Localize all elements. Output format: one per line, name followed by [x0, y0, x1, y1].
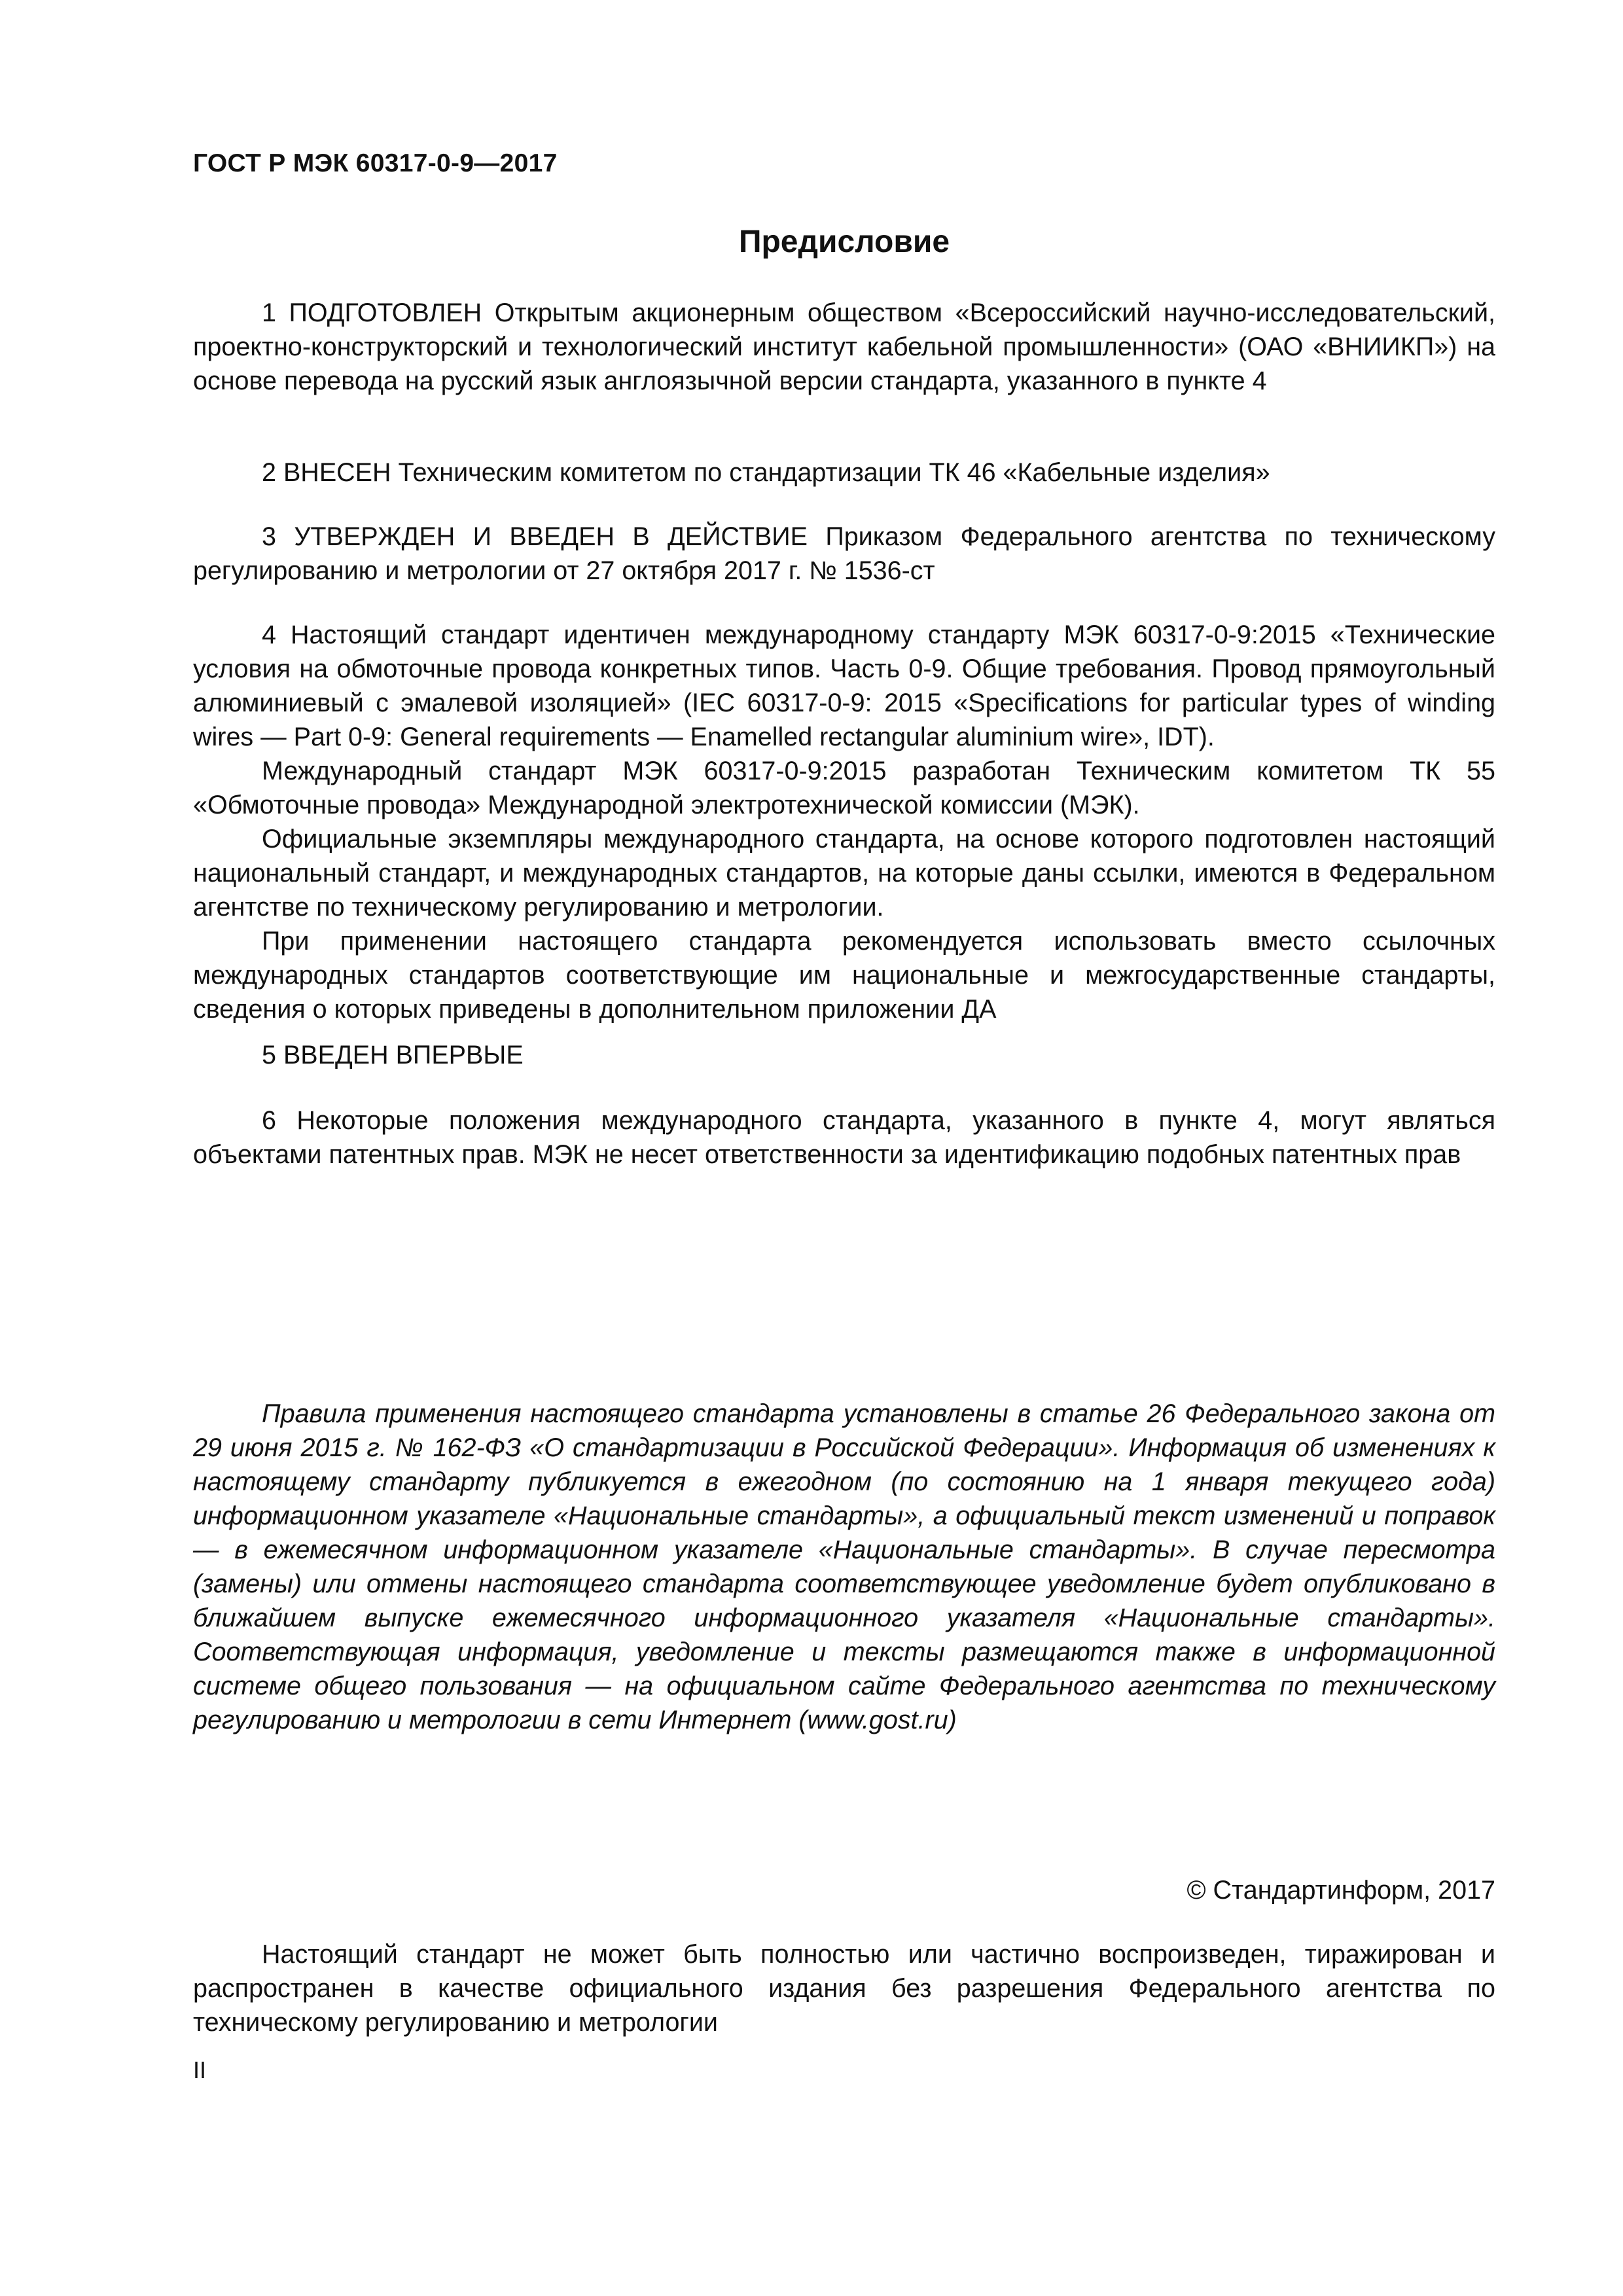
foreword-item-paragraph: Официальные экземпляры международного стандарта, на основе которого подготовлен настоящий национальный стандарт, и международных стандартов, на которые даны ссылки, имеются в Федеральном агентстве по техническому регулированию и метрологии. — [193, 825, 1495, 922]
foreword-item-2 — [193, 456, 1495, 490]
foreword-item-text: 1 ПОДГОТОВЛЕН Открытым акционерным обществом «Всероссийский научно-исследовательский, проектно-конструкторский и технологический институт кабельной промышленности» (ОАО «ВНИИКП») на основе перевода на русский язык англоязычной версии стандарта, указанного в пункте 4 — [193, 298, 1495, 395]
foreword-item-4 — [193, 618, 1495, 1026]
application-rules-notice — [193, 1397, 1495, 1737]
foreword-item-text: 3 УТВЕРЖДЕН И ВВЕДЕН В ДЕЙСТВИЕ Приказом Федерального агентства по техническому регулированию и метрологии от 27 октября 2017 г. № 1536-ст — [193, 522, 1495, 585]
copyright-line: © Стандартинформ, 2017 — [1186, 1876, 1495, 1905]
notice-text: Правила применения настоящего стандарта установлены в статье 26 Федерального закона от 29 июня 2015 г. № 162-ФЗ «О стандартизации в Российской Федерации». Информация об изменениях к настоящему стандарту публикуется в ежегодном (по состоянию на 1 января текущего года) информационном указателе «Национальные стандарты», а официальный текст изменений и поправок — в ежемесячном информационном указателе «Национальные стандарты». В случае пересмотра (замены) или отмены настоящего стандарта соответствующее уведомление будет опубликовано в ближайшем выпуске ежемесячного информационного указателя «Национальные стандарты». Соответствующая информация, уведомление и тексты размещаются также в информационной системе общего пользования — на официальном сайте Федерального агентства по техническому регулированию и метрологии в сети Интернет (www.gost.ru) — [193, 1399, 1495, 1734]
reproduction-text: Настоящий стандарт не может быть полностью или частично воспроизведен, тиражирован и распространен в качестве официального издания без разрешения Федерального агентства по техническому регулированию и метрологии — [193, 1940, 1495, 2037]
reproduction-notice — [193, 1937, 1495, 2039]
document-code: ГОСТ Р МЭК 60317-0-9—2017 — [193, 149, 558, 177]
foreword-item-text: 2 ВНЕСЕН Техническим комитетом по стандартизации ТК 46 «Кабельные изделия» — [262, 458, 1270, 487]
foreword-item-5 — [193, 1038, 1495, 1072]
page-title: Предисловие — [738, 224, 950, 259]
foreword-item-text: 6 Некоторые положения международного стандарта, указанного в пункте 4, могут являться объектами патентных прав. МЭК не несет ответственности за идентификацию подобных патентных прав — [193, 1106, 1495, 1169]
foreword-item-paragraph: При применении настоящего стандарта рекомендуется использовать вместо ссылочных международных стандартов соответствующие им национальные и межгосударственные стандарты, сведения о которых приведены в дополнительном приложении ДА — [193, 927, 1495, 1024]
foreword-item-text: 4 Настоящий стандарт идентичен международному стандарту МЭК 60317-0-9:2015 «Технические условия на обмоточные провода конкретных типов. Часть 0-9. Общие требования. Провод прямоугольный алюминиевый с эмалевой изоляцией» (IEC 60317-0-9: 2015 «Specifications for particular types of winding wires — Part 0-9: General requirements — Enamelled rectangular aluminium wire», IDT). — [193, 620, 1495, 751]
document-page — [193, 0, 1495, 2296]
page-number: II — [193, 2056, 207, 2083]
foreword-item-text: 5 ВВЕДЕН ВПЕРВЫЕ — [262, 1041, 524, 1069]
foreword-item-6 — [193, 1103, 1495, 1172]
foreword-item-paragraph: Международный стандарт МЭК 60317-0-9:2015 разработан Техническим комитетом ТК 55 «Обмоточные провода» Международной электротехнической комиссии (МЭК). — [193, 757, 1495, 819]
foreword-item-3 — [193, 520, 1495, 588]
foreword-item-1 — [193, 296, 1495, 398]
